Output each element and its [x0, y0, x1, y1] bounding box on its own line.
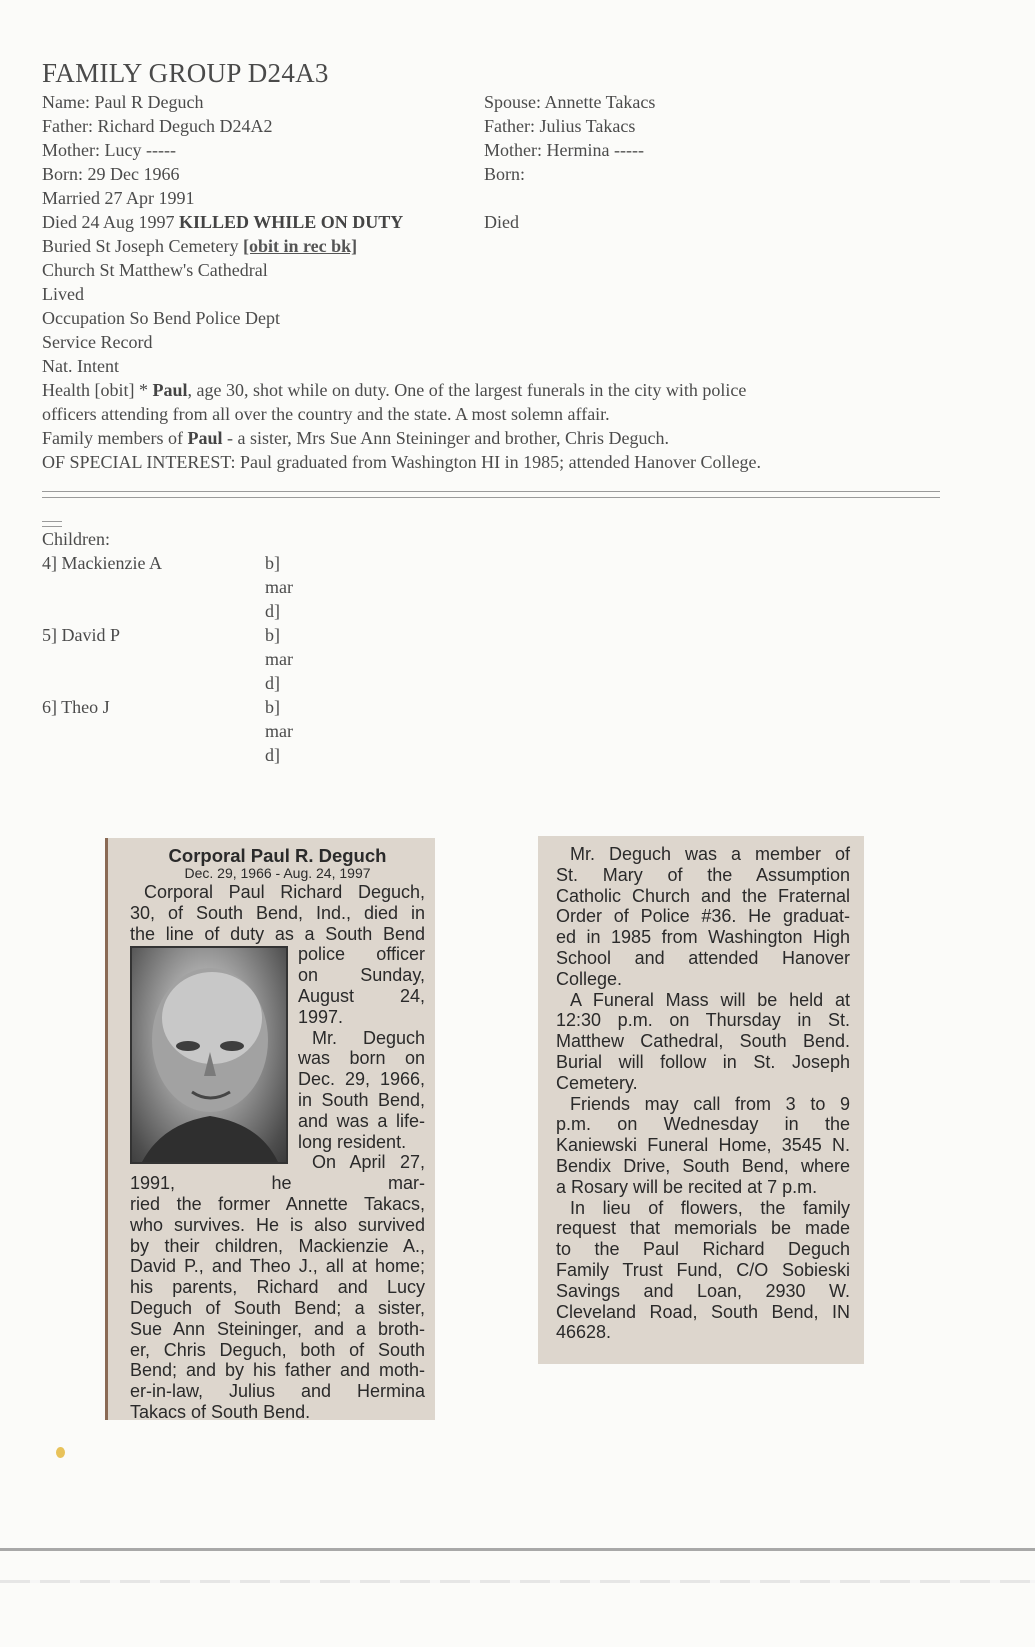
obit-text-line: Cemetery. [556, 1072, 638, 1093]
obit-text-line: In lieu of flowers, the family [570, 1197, 850, 1218]
family-prefix: Family members of [42, 428, 188, 448]
child-born: b] [265, 697, 280, 717]
field-buried-row [42, 234, 357, 258]
field-buried: Buried St Joseph Cemetery [42, 236, 239, 256]
obit-text-line: and was a life- [298, 1110, 425, 1131]
obit-text-line: Takacs of South Bend. [130, 1401, 311, 1422]
obit-text-line: Deguch of South Bend; a sister, [130, 1297, 425, 1318]
health-prefix: Health [obit] * [42, 380, 153, 400]
child-died: d] [265, 601, 280, 621]
child-born: b] [265, 625, 280, 645]
family-name: Paul [187, 428, 223, 448]
obit-text-line: request that memorials be made [556, 1218, 850, 1239]
obit-text-line: David P., and Theo J., all at home; [130, 1256, 425, 1277]
obit-text-line: 46628. [556, 1322, 612, 1343]
child-died: d] [265, 745, 280, 765]
obit-text-line: Kaniewski Funeral Home, 3545 N. [556, 1135, 850, 1156]
obituary-clipping-right [538, 836, 864, 1364]
field-name: Name: Paul R Deguch [42, 92, 204, 112]
obituary-clipping-left [105, 838, 435, 1420]
obit-text-line: p.m. on Wednesday in the [556, 1114, 850, 1135]
field-nat-intent: Nat. Intent [42, 356, 119, 376]
obit-text-line: Matthew Cathedral, South Bend. [556, 1031, 850, 1052]
obit-text-line: 12:30 p.m. on Thursday in St. [556, 1010, 850, 1031]
obit-text-line: in South Bend, [298, 1089, 425, 1110]
child-married: mar [265, 721, 293, 741]
family-members-line [42, 426, 669, 450]
children-label: Children: [42, 529, 110, 549]
obit-text-line: 30, of South Bend, Ind., died in [130, 902, 425, 923]
obit-text-line: Sue Ann Steininger, and a broth- [130, 1318, 425, 1339]
obit-text-line: On April 27, [312, 1152, 425, 1173]
obit-text-line: Bend; and by his father and moth- [130, 1360, 425, 1381]
obit-text-line: ed in 1985 from Washington High [556, 927, 850, 948]
child-born: b] [265, 553, 280, 573]
health-name: Paul [152, 380, 188, 400]
obit-text-line: Order of Police #36. He graduat- [556, 906, 850, 927]
field-church: Church St Matthew's Cathedral [42, 260, 268, 280]
obit-text-line: who survives. He is also survived [130, 1214, 425, 1235]
child-name: 6] Theo J [42, 697, 110, 717]
field-occupation: Occupation So Bend Police Dept [42, 308, 280, 328]
field-died: Died 24 Aug 1997 [42, 212, 175, 232]
obit-text-line: College. [556, 968, 623, 989]
child-married: mar [265, 577, 293, 597]
field-born: Born: 29 Dec 1966 [42, 164, 180, 184]
obit-text-line: St. Mary of the Assumption [556, 864, 850, 885]
obit-text-line: to the Paul Richard Deguch [556, 1239, 850, 1260]
child-married: mar [265, 649, 293, 669]
obit-text-line: A Funeral Mass will be held at [570, 989, 850, 1010]
health-line-1 [42, 378, 746, 402]
obit-text-line: long resident. [298, 1131, 407, 1152]
obit-text-line: Burial will follow in St. Joseph [556, 1051, 850, 1072]
field-spouse-mother: Mother: Hermina ----- [484, 140, 644, 160]
obituary-heading: Corporal Paul R. Deguch [168, 845, 387, 866]
obit-text-line: Savings and Loan, 2930 W. [556, 1280, 850, 1301]
family-rest: - a sister, Mrs Sue Ann Steininger and brother, Chris Deguch. [222, 428, 669, 448]
obit-text-line: 1991, he mar- [130, 1173, 425, 1194]
obit-text-line: 1997. [298, 1006, 344, 1027]
scan-speck [56, 1447, 65, 1458]
field-lived: Lived [42, 284, 84, 304]
field-spouse-born: Born: [484, 164, 526, 184]
obit-text-line: Bendix Drive, South Bend, where [556, 1155, 850, 1176]
obit-text-line: er-in-law, Julius and Hermina [130, 1381, 425, 1402]
obit-text-line: a Rosary will be recited at 7 p.m. [556, 1176, 818, 1197]
obit-text-line: was born on [298, 1048, 425, 1069]
health-line-2: officers attending from all over the country and the state. A most solemn affair. [42, 404, 610, 424]
obit-text-line: Mr. Deguch [312, 1027, 425, 1048]
field-spouse-died: Died [484, 212, 519, 232]
obit-text-line: Cleveland Road, South Bend, IN [556, 1301, 850, 1322]
obituary-dates: Dec. 29, 1966 - Aug. 24, 1997 [184, 865, 371, 881]
obit-text-line: School and attended Hanover [556, 947, 850, 968]
field-service-record: Service Record [42, 332, 153, 352]
obit-text-line: August 24, [298, 985, 425, 1006]
obit-text-line: Friends may call from 3 to 9 [570, 1093, 850, 1114]
field-father: Father: Richard Deguch D24A2 [42, 116, 273, 136]
health-rest: , age 30, shot while on duty. One of the largest funerals in the city with police [187, 380, 747, 400]
obit-text-line: Family Trust Fund, C/O Sobieski [556, 1259, 850, 1280]
child-died: d] [265, 673, 280, 693]
obit-text-line: his parents, Richard and Lucy [130, 1277, 425, 1298]
obit-text-line: the line of duty as a South Bend [130, 923, 425, 944]
special-interest-line: OF SPECIAL INTEREST: Paul graduated from Washington HI in 1985; attended Hanover College. [42, 452, 762, 472]
obit-text-line: on Sunday, [298, 965, 425, 986]
obit-text-line: Dec. 29, 1966, [298, 1069, 425, 1090]
field-mother: Mother: Lucy ----- [42, 140, 176, 160]
obit-text-line: police officer [298, 944, 425, 965]
scan-edge-faint [0, 1580, 1035, 1583]
died-note: KILLED WHILE ON DUTY [179, 212, 404, 232]
field-married: Married 27 Apr 1991 [42, 188, 195, 208]
obit-text-line: Catholic Church and the Fraternal [556, 885, 850, 906]
obit-text-line: Corporal Paul Richard Deguch, [144, 882, 425, 902]
page-title: FAMILY GROUP D24A3 [42, 58, 329, 88]
field-spouse: Spouse: Annette Takacs [484, 92, 656, 112]
double-rule-divider [42, 491, 940, 498]
scan-edge-line [0, 1548, 1035, 1551]
child-name: 4] Mackienzie A [42, 553, 162, 573]
obit-text-line: by their children, Mackienzie A., [130, 1235, 425, 1256]
obit-record-link[interactable]: [obit in rec bk] [242, 236, 358, 256]
obit-text-line: Mr. Deguch was a member of [570, 844, 850, 864]
portrait-image [132, 948, 286, 1162]
field-died-row [42, 210, 403, 234]
obit-text-line: er, Chris Deguch, both of South [130, 1339, 425, 1360]
field-spouse-father: Father: Julius Takacs [484, 116, 636, 136]
child-name: 5] David P [42, 625, 120, 645]
obit-text-line: ried the former Annette Takacs, [130, 1193, 425, 1214]
portrait-photo [130, 946, 288, 1164]
